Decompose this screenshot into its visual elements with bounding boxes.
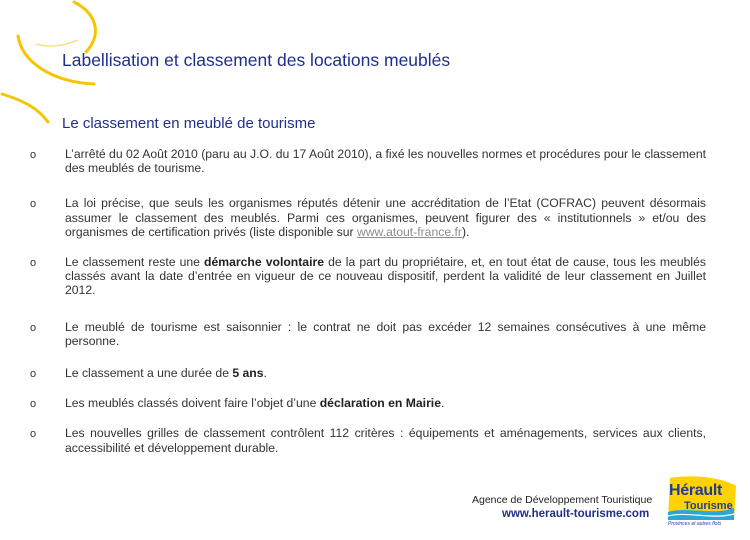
bullet-marker: o [30,321,37,334]
section-subtitle: Le classement en meublé de tourisme [62,115,316,132]
bullet-marker: o [30,149,37,161]
bullet-text: La loi précise, que seuls les organismes réputés détenir une accréditation de l’Etat (COFRAC) peuvent désormais assumer le classement des meublés. Parmi ces organismes, peuvent figurer des « institutionnels » et/ou des organismes de certification privés (liste disponible sur [65,196,706,239]
bullet-text: L’arrêté du 02 Août 2010 (paru au J.O. du 17 Août 2010), a fixé les nouvelles normes et procédures pour le classement des meublés de tourisme. [65,147,706,176]
logo-word: Hérault [669,482,723,499]
logo-word-secondary: Tourisme [684,500,733,512]
bold-emphasis: déclaration en Mairie [319,396,441,411]
bullet-marker: o [30,257,37,270]
list-item [30,196,706,239]
bullet-marker: o [30,398,37,411]
bullet-text: Les meublés classés doivent faire l’objet d’une [65,396,320,411]
bullet-text: Le classement a une durée de [65,366,233,381]
bullet-text: Les nouvelles grilles de classement contrôlent 112 critères : équipements et aménagements, services aux clients, accessibilité et développement durable. [65,426,706,455]
list-item [30,426,706,454]
bullet-text-end: . [440,396,445,411]
list-item [30,366,706,380]
atout-france-link[interactable]: www.atout-france.fr [356,224,462,239]
agency-name: Agence de Développement Touristique [472,494,653,506]
list-item [30,396,706,410]
bullet-list [30,147,706,455]
bullet-text: Le meublé de tourisme est saisonnier : le contrat ne doit pas excéder 12 semaines consécutives à une même personne. [65,319,706,348]
logo-tagline: Provinces et autres flots [668,521,722,527]
website-link[interactable]: www.herault-tourisme.com [502,508,650,520]
bullet-text: Le classement reste une [65,255,205,270]
list-item [30,255,706,298]
bold-emphasis: 5 ans [232,366,264,381]
list-item [30,147,706,175]
page-title: Labellisation et classement des locations meublés [62,50,451,70]
bullet-marker: o [30,428,37,441]
bold-emphasis: démarche volontaire [204,255,324,270]
bullet-marker: o [30,368,37,381]
herault-tourisme-logo [664,476,740,534]
bullet-text-end: . [263,366,267,381]
list-item [30,320,706,348]
bullet-text-end: de la part du propriétaire, et, en tout état de cause, tous les meublés classés avant la date d’entrée en vigueur de ce nouveau dispositif, perdent la validité de leur classement en Juillet 2012. [65,255,706,298]
bullet-marker: o [30,198,37,211]
bullet-text-end: ). [461,224,470,239]
